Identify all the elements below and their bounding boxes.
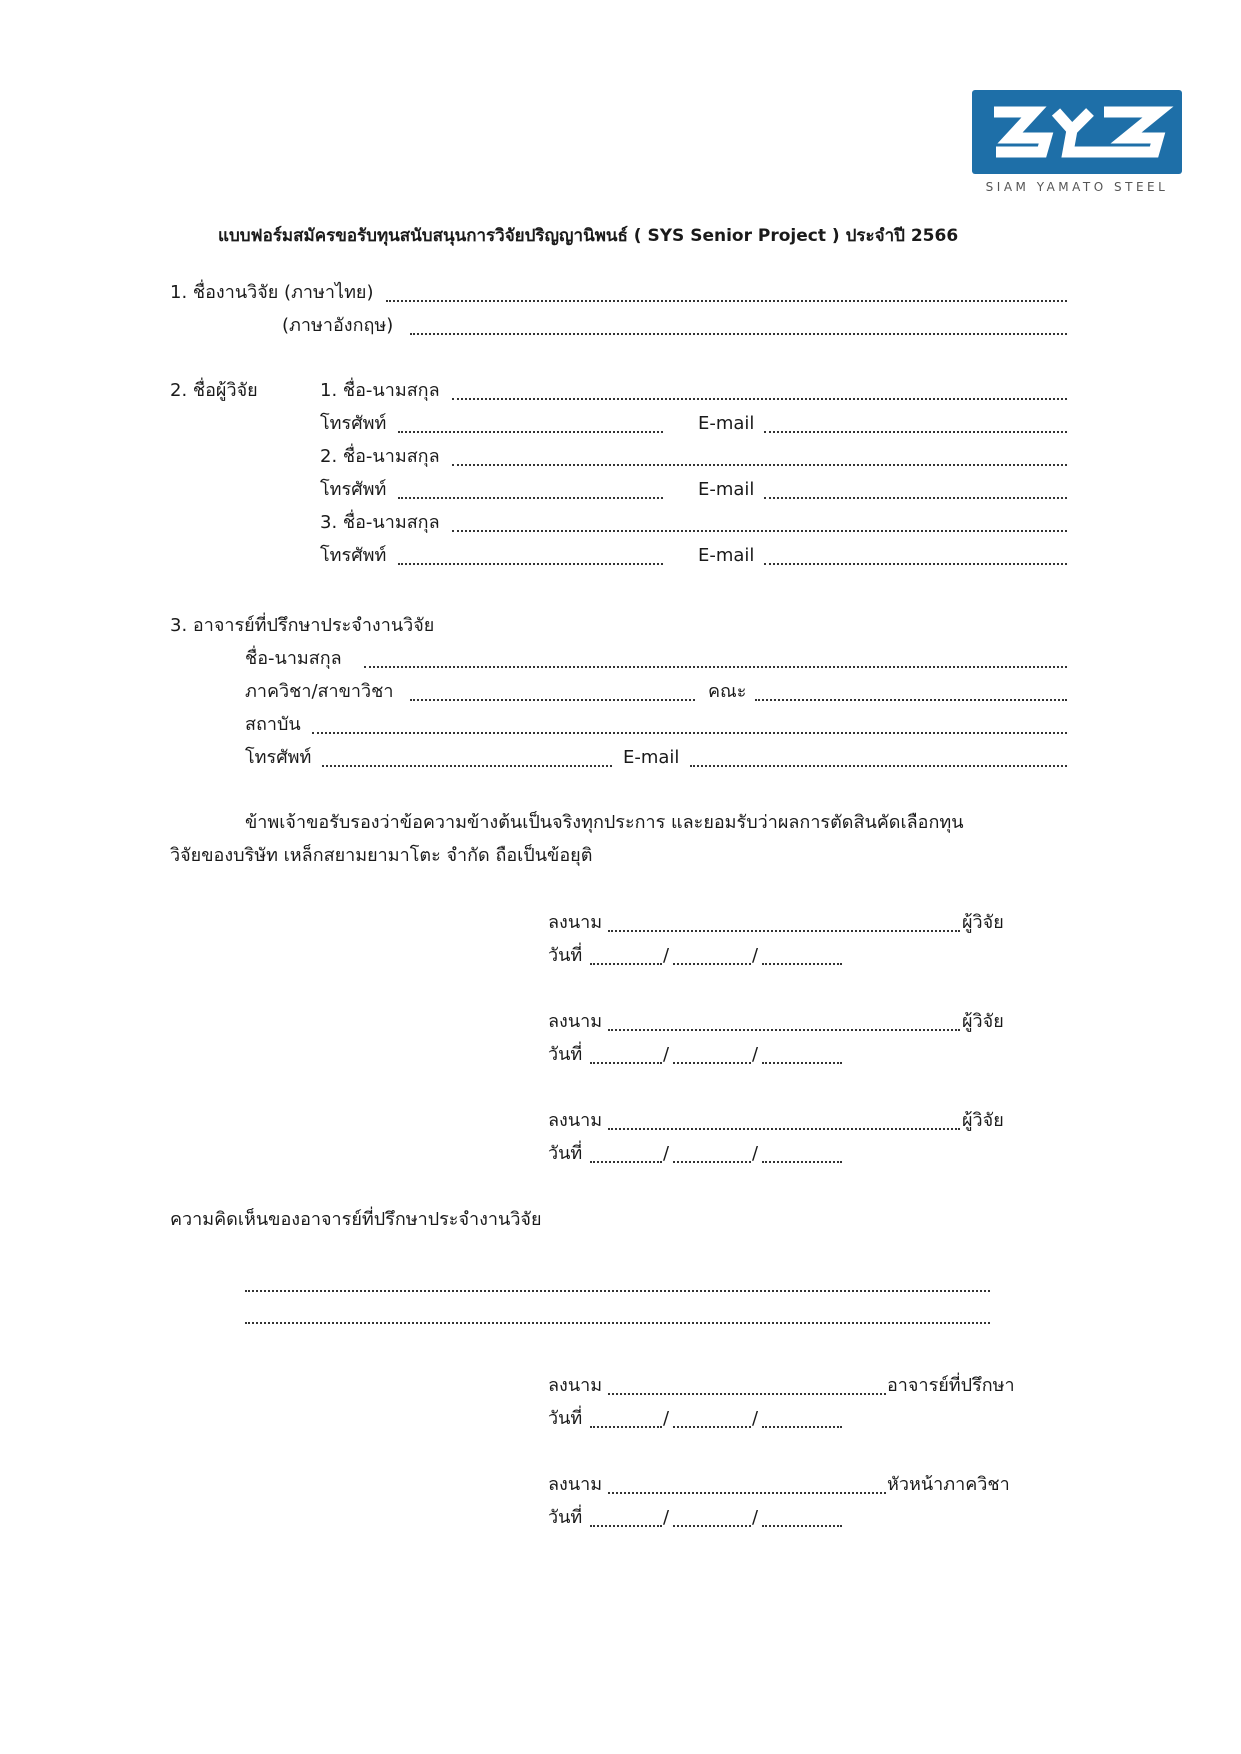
- sign-role: ผู้วิจัย: [962, 1110, 1004, 1131]
- researcher-1-name-field[interactable]: [452, 398, 1067, 400]
- date-label: วันที่: [548, 1507, 583, 1528]
- advisor-opinion-label: ความคิดเห็นของอาจารย์ที่ปรึกษาประจำงานวิจัย: [170, 1209, 542, 1230]
- date-separator: /: [663, 945, 670, 966]
- date-separator: /: [752, 1044, 759, 1065]
- head-signature-field[interactable]: [608, 1492, 886, 1494]
- date-separator: /: [663, 1044, 670, 1065]
- researcher-2-phone-label: โทรศัพท์: [320, 479, 387, 500]
- section3-label: 3. อาจารย์ที่ปรึกษาประจำงานวิจัย: [170, 615, 435, 636]
- date-year-field[interactable]: [762, 1062, 842, 1064]
- research-title-en-field[interactable]: [410, 333, 1067, 335]
- advisor-opinion-line-2[interactable]: [245, 1322, 990, 1324]
- researcher-3-phone-label: โทรศัพท์: [320, 545, 387, 566]
- advisor-email-label: E-mail: [623, 747, 680, 768]
- researcher-2-name-field[interactable]: [452, 464, 1067, 466]
- date-label: วันที่: [548, 945, 583, 966]
- date-day-field[interactable]: [590, 1426, 662, 1428]
- date-separator: /: [663, 1408, 670, 1429]
- date-day-field[interactable]: [590, 1525, 662, 1527]
- company-logo: [972, 90, 1182, 194]
- date-separator: /: [663, 1507, 670, 1528]
- date-year-field[interactable]: [762, 1426, 842, 1428]
- date-month-field[interactable]: [673, 963, 751, 965]
- declaration-line-1: ข้าพเจ้าขอรับรองว่าข้อความข้างต้นเป็นจริงทุกประการ และยอมรับว่าผลการตัดสินคัดเลือกทุน: [245, 812, 964, 833]
- signature-field[interactable]: [608, 930, 960, 932]
- advisor-institute-field[interactable]: [312, 732, 1067, 734]
- date-month-field[interactable]: [673, 1062, 751, 1064]
- date-day-field[interactable]: [590, 963, 662, 965]
- date-year-field[interactable]: [762, 1161, 842, 1163]
- researcher-2-email-label: E-mail: [698, 479, 755, 500]
- researcher-1-email-field[interactable]: [764, 431, 1067, 433]
- advisor-email-field[interactable]: [690, 765, 1067, 767]
- date-day-field[interactable]: [590, 1161, 662, 1163]
- signature-field[interactable]: [608, 1128, 960, 1130]
- date-day-field[interactable]: [590, 1062, 662, 1064]
- advisor-dept-label: ภาควิชา/สาขาวิชา: [245, 681, 394, 702]
- research-title-th-field[interactable]: [386, 300, 1067, 302]
- advisor-signature-field[interactable]: [608, 1393, 886, 1395]
- sign-label: ลงนาม: [548, 1110, 603, 1131]
- date-label: วันที่: [548, 1408, 583, 1429]
- researcher-3-email-field[interactable]: [764, 563, 1067, 565]
- advisor-faculty-field[interactable]: [755, 699, 1067, 701]
- advisor-phone-label: โทรศัพท์: [245, 747, 312, 768]
- advisor-opinion-line-1[interactable]: [245, 1290, 990, 1292]
- advisor-name-label: ชื่อ-นามสกุล: [245, 648, 342, 669]
- date-month-field[interactable]: [673, 1161, 751, 1163]
- sign-role: ผู้วิจัย: [962, 1011, 1004, 1032]
- logo-mark: [972, 90, 1182, 174]
- researcher-3-name-label: 3. ชื่อ-นามสกุล: [320, 512, 440, 533]
- date-separator: /: [752, 1507, 759, 1528]
- form-title: แบบฟอร์มสมัครขอรับทุนสนับสนุนการวิจัยปริญญานิพนธ์ ( SYS Senior Project ) ประจำปี 2566: [218, 226, 959, 246]
- researcher-3-phone-field[interactable]: [398, 563, 663, 565]
- researcher-2-phone-field[interactable]: [398, 497, 663, 499]
- researcher-1-email-label: E-mail: [698, 413, 755, 434]
- sign-label: ลงนาม: [548, 1375, 603, 1396]
- researcher-1-phone-label: โทรศัพท์: [320, 413, 387, 434]
- researcher-3-email-label: E-mail: [698, 545, 755, 566]
- sign-role: ผู้วิจัย: [962, 912, 1004, 933]
- date-separator: /: [752, 1143, 759, 1164]
- date-year-field[interactable]: [762, 1525, 842, 1527]
- advisor-institute-label: สถาบัน: [245, 714, 301, 735]
- researcher-1-phone-field[interactable]: [398, 431, 663, 433]
- researcher-3-name-field[interactable]: [452, 530, 1067, 532]
- advisor-dept-field[interactable]: [410, 699, 695, 701]
- sign-role: อาจารย์ที่ปรึกษา: [887, 1375, 1015, 1396]
- section1-label: 1. ชื่องานวิจัย (ภาษาไทย): [170, 282, 374, 303]
- signature-field[interactable]: [608, 1029, 960, 1031]
- date-separator: /: [752, 1408, 759, 1429]
- advisor-faculty-label: คณะ: [708, 681, 747, 702]
- date-label: วันที่: [548, 1044, 583, 1065]
- sign-role: หัวหน้าภาควิชา: [887, 1474, 1010, 1495]
- logo-caption: SIAM YAMATO STEEL: [985, 180, 1169, 194]
- sys-logo-icon: [972, 90, 1182, 174]
- sign-label: ลงนาม: [548, 912, 603, 933]
- section2-label: 2. ชื่อผู้วิจัย: [170, 380, 258, 401]
- sign-label: ลงนาม: [548, 1474, 603, 1495]
- date-year-field[interactable]: [762, 963, 842, 965]
- researcher-2-name-label: 2. ชื่อ-นามสกุล: [320, 446, 440, 467]
- section1-en-label: (ภาษาอังกฤษ): [282, 315, 394, 336]
- sign-label: ลงนาม: [548, 1011, 603, 1032]
- advisor-name-field[interactable]: [364, 666, 1067, 668]
- date-label: วันที่: [548, 1143, 583, 1164]
- researcher-2-email-field[interactable]: [764, 497, 1067, 499]
- declaration-line-2: วิจัยของบริษัท เหล็กสยามยามาโตะ จำกัด ถือเป็นข้อยุติ: [170, 845, 593, 866]
- researcher-1-name-label: 1. ชื่อ-นามสกุล: [320, 380, 440, 401]
- date-month-field[interactable]: [673, 1525, 751, 1527]
- date-separator: /: [663, 1143, 670, 1164]
- date-separator: /: [752, 945, 759, 966]
- date-month-field[interactable]: [673, 1426, 751, 1428]
- advisor-phone-field[interactable]: [322, 765, 612, 767]
